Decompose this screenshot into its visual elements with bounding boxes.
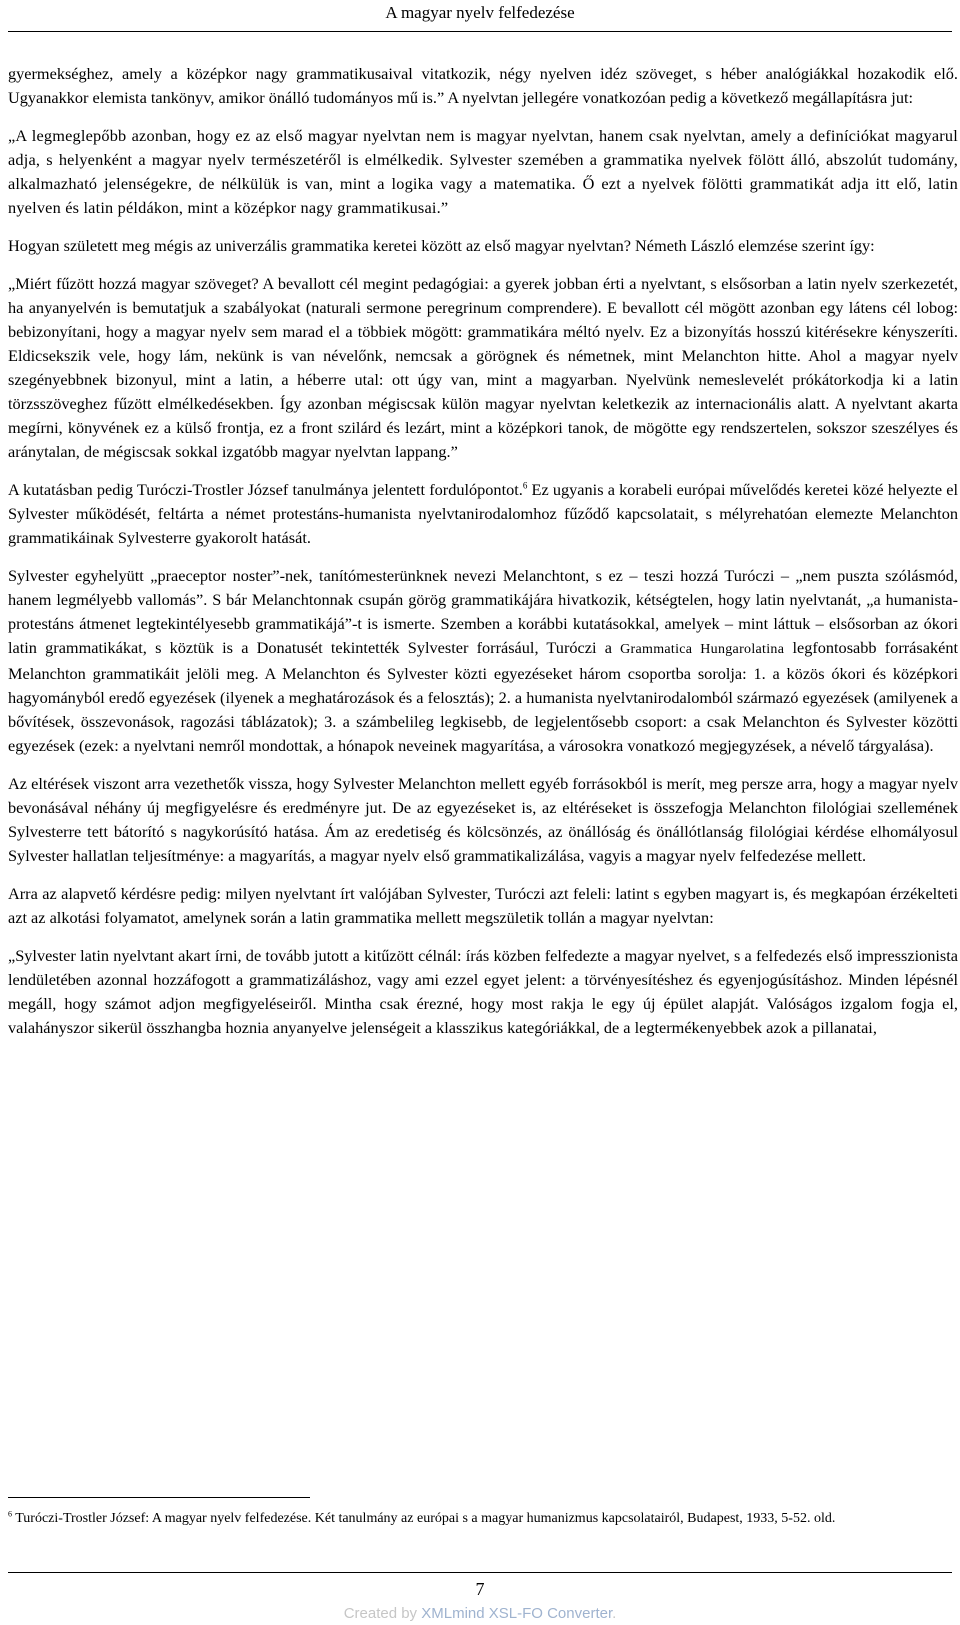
footnote-mark: 6 bbox=[8, 1509, 12, 1519]
watermark-brand-link[interactable]: XMLmind XSL-FO Converter bbox=[421, 1605, 613, 1622]
paragraph: Hogyan született meg mégis az univerzális grammatika keretei között az első magyar nyelvtan? Németh László elemzése szerint így: bbox=[8, 236, 875, 255]
paragraph bbox=[8, 564, 958, 758]
footnote bbox=[8, 1508, 956, 1529]
paragraph-text: Ez ugyanis a korabeli európai művelődés keretei közé helyezte el Sylvester működését, feltárta a német protestáns-humanista nyelvtanirodalomhoz fűződő kapcsolatait, s mélyrehatóan elemezte Melanchton grammatikáinak Sylvesterre gyakorolt hatását. bbox=[8, 480, 958, 547]
watermark-prefix: Created by bbox=[343, 1605, 422, 1622]
page-body bbox=[8, 62, 958, 1054]
paragraph-text: legfontosabb forrásaként Melanchton grammatikáit jelöli meg. A Melanchton és Sylvester közti egyezéseket három csoportba sorolja: 1. a közös ókori és középkori hagyományból eredő egyezések (ilyenek a meghatározások és a felosztás); 2. a humanista nyelvtanirodalomból származó egyezések (amilyenek a bővítések, összevonások, ragozási táblázatok); 3. a számbelileg legkisebb, de legjelentősebb csoport: a csak Melanchton és Sylvester közötti egyezések (ezek: a nyelvtani nemről mondottak, a hónapok neveinek magyarítása, a városokra vonatkozó megjegyzések, a névelő tárgyalása). bbox=[8, 638, 958, 755]
footer-divider bbox=[8, 1572, 952, 1573]
paragraph-text: A kutatásban pedig Turóczi-Trostler József tanulmánya jelentett fordulópontot. bbox=[8, 480, 523, 499]
running-header: A magyar nyelv felfedezése bbox=[385, 3, 575, 22]
footnote-reference[interactable]: 6 bbox=[522, 480, 528, 491]
quote-paragraph: „A legmeglepőbb azonban, hogy ez az első magyar nyelvtan nem is magyar nyelvtan, hanem csak nyelvtan, amely a definíciókat magyarul adja, s helyenként a magyar nyelv természetéről is elmélkedik. Sylvester szemében a grammatika nyelvek fölött álló, abszolút tudomány, alkalmazható jelenségekre, de nélkülük is van, mint a logika vagy a matematika. Ő ezt a nyelvek fölötti grammatikát adja itt elő, latin nyelven és latin példákon, mint a középkor nagy grammatikusai.” bbox=[8, 126, 958, 217]
paragraph: gyermekséghez, amely a középkor nagy grammatikusaival vitatkozik, négy nyelven idéz szöveget, s héber analógiákkal hozakodik elő. Ugyanakkor elemista tankönyv, amikor önálló tudományos mű is.” A nyelvtan jellegére vonatkozóan pedig a következő megállapításra jut: bbox=[8, 64, 958, 107]
footnote-divider bbox=[8, 1497, 310, 1498]
footnote-text: Turóczi-Trostler József: A magyar nyelv felfedezése. Két tanulmány az európai s a magyar humanizmus kapcsolatairól, Budapest, 1933, 5-52. old. bbox=[12, 1511, 836, 1526]
paragraph bbox=[8, 478, 958, 550]
paragraph: Az eltérések viszont arra vezethetők vissza, hogy Sylvester Melanchton mellett egyéb forrásokból is merít, meg persze arra, hogy a magyar nyelv bevonásával néhány új megfigyelésre és eredményre jut. De az egyezéseket is, az eltéréseket is összefogja Melanchton filológiai szellemének Sylvesterre tett bátorító s nagykorúsító hatása. Ám az eredetiség és kölcsönzés, az önállóság és önállótlanság filológiai kérdése elhomályosul Sylvester hallatlan teljesítménye: a magyarítás, a magyar nyelv első grammatikalizálása, vagyis a magyar nyelv felfedezése mellett. bbox=[8, 774, 958, 865]
page-number: 7 bbox=[475, 1579, 485, 1599]
header-divider bbox=[8, 31, 952, 32]
paragraph: Arra az alapvető kérdésre pedig: milyen nyelvtant írt valójában Sylvester, Turóczi azt feleli: latint s egyben magyart is, és megkapóan érzékelteti azt az alkotási folyamatot, amelynek során a latin grammatika mellett megszületik tollán a magyar nyelvtan: bbox=[8, 884, 958, 927]
work-title: Grammatica Hungarolatina bbox=[620, 642, 785, 657]
paragraph-text: Sylvester egyhelyütt „praeceptor noster”-nek, tanítómesterünknek nevezi Melanchtont, s ez – teszi hozzá Turóczi – „nem puszta szólásmód, hanem legmélyebb vallomás”. S bár Melanchtonnak csupán görög grammatikájára hivatkozik, kétségtelen, hogy latin nyelvtanát, „a humanista-protestáns átmenet legtekintélyesebb grammatikájá”-t is ismerte. Szemben a korábbi kutatásokkal, amelyek – mint láttuk – elsősorban az ókori latin grammatikákat, s köztük is a Donatusét tekintették Sylvester forrásául, Turóczi a bbox=[8, 566, 958, 657]
quote-paragraph: „Miért fűzött hozzá magyar szöveget? A bevallott cél megint pedagógiai: a gyerek jobban érti a nyelvtant, s elsősorban a latin nyelv szerkezetét, ha anyanyelvén is bemutatjuk a szabályokat (naturali sermone peregrinum comprendere). E bevallott cél mögött azonban egy látens cél lobog: bebizonyítani, hogy a magyar nyelv sem marad el a többiek mögött: grammatikára méltó nyelv. Ez a bizonyítás hosszú kitérésekre kényszeríti. Eldicsekszik vele, hogy lám, nekünk is van névelőnk, nemcsak a görögnek és németnek, mint Melanchton hitte. Ahol a magyar nyelv szegényebbnek bizonyul, mint a latin, a héberre utal: ott úgy van, mint a magyarban. Nyelvünk nemeslevelét prókátorkodja ki a latin törzsszöveghez fűzött elmélkedésekben. Így azonban mégiscsak külön magyar nyelvtan keletkezik az internacionális alatt. A nyelvtant akarta megírni, könyvének ez a külső frontja, ez a front szilárd és lezárt, mint a középkori tanok, de mögötte egy rendszertelen, sokszor szeszélyes és aránytalan, de mégiscsak sokkal izgatóbb magyar nyelvtan lappang.” bbox=[8, 274, 958, 461]
watermark-suffix: . bbox=[612, 1605, 617, 1622]
converter-watermark bbox=[0, 1604, 960, 1624]
quote-paragraph: „Sylvester latin nyelvtant akart írni, de tovább jutott a kitűzött célnál: írás közben felfedezte a magyar nyelvet, s a felfedezés első impresszionista lendületében azonnal hozzáfogott a grammatizáláshoz, vagy ami ezzel egyet jelent: a törvényesítéshez és egyenjogúsításhoz. Minden lépésnél megáll, hogy számot adjon megfigyeléseiről. Mintha csak érezné, hogy most rakja le egy új épület alapját. Valóságos izgalom fogja el, valahányszor sikerül összhangba hoznia anyanyelve jelenségeit a klasszikus kategóriákkal, de a legtermékenyebbek azok a pillanatai, bbox=[8, 946, 958, 1037]
